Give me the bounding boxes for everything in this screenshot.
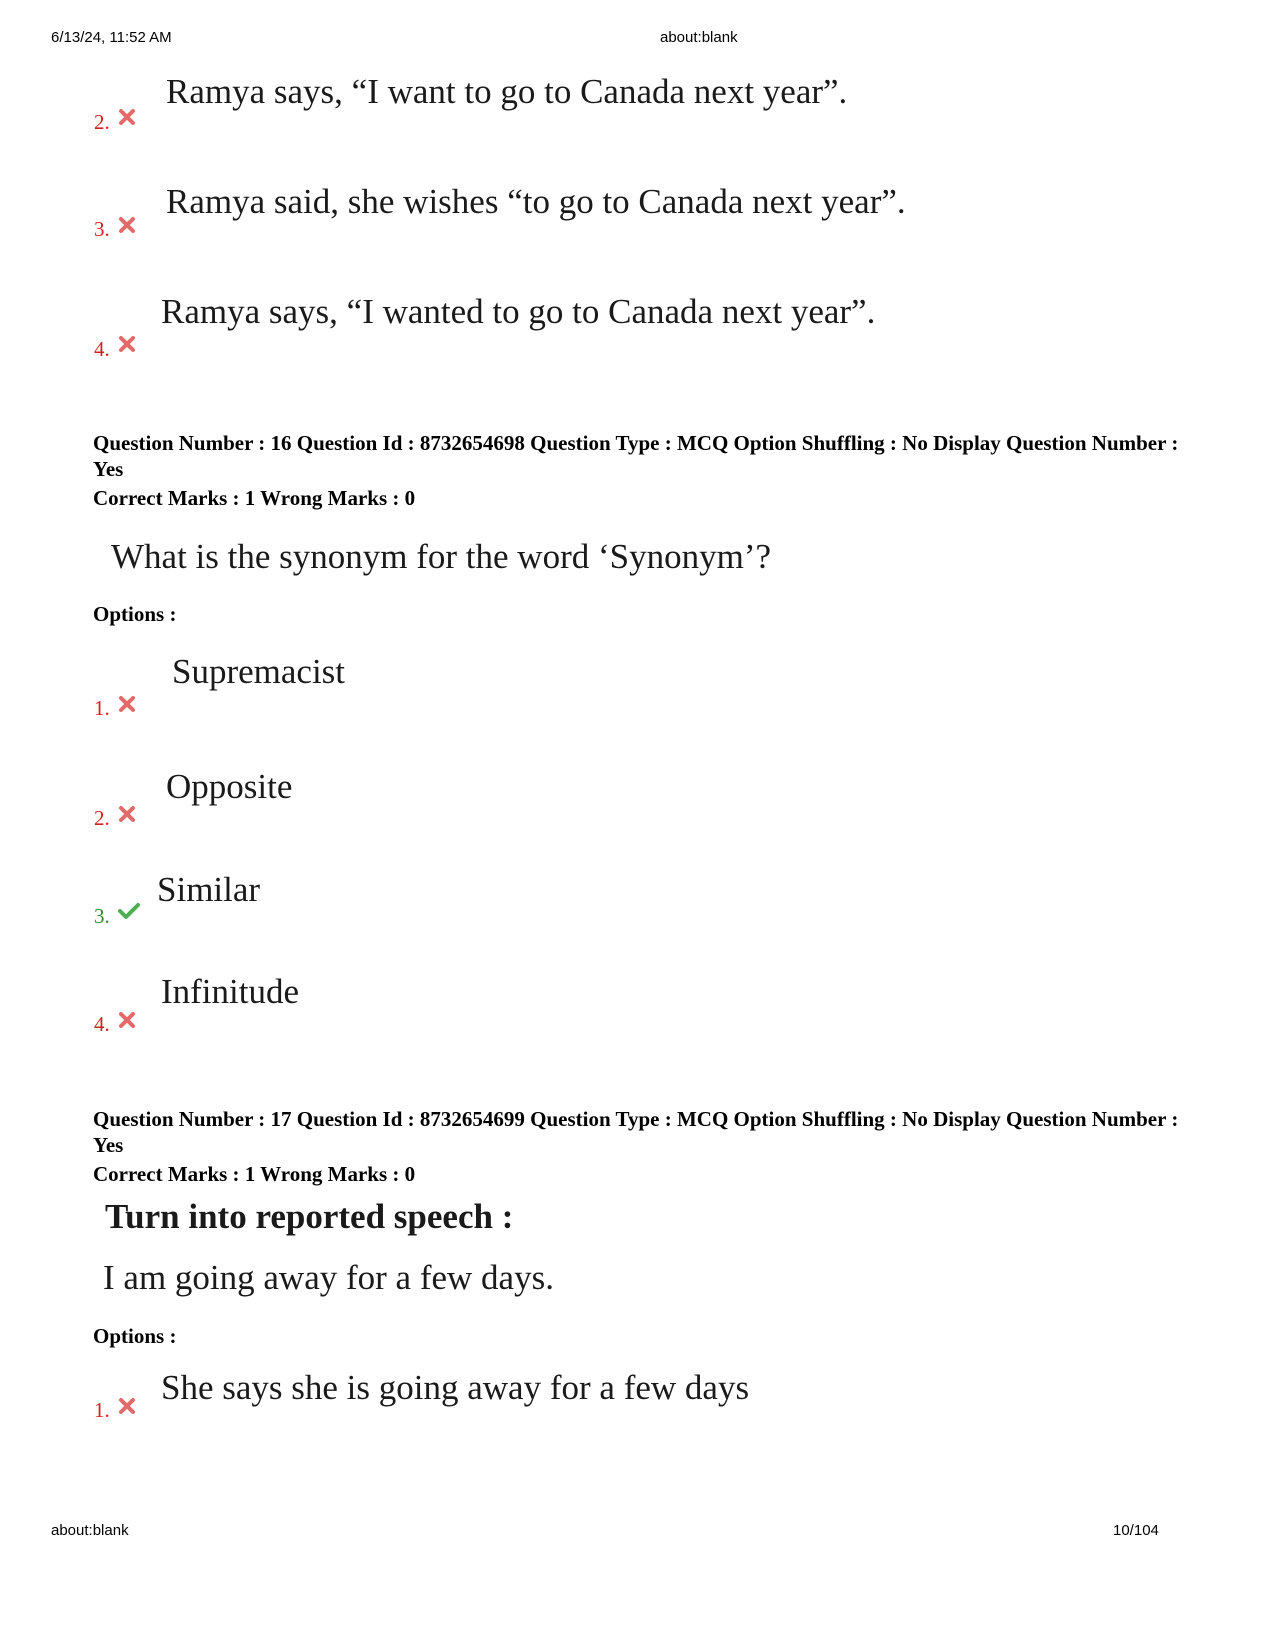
option-text: Ramya says, “I want to go to Canada next year”. [166,72,848,111]
q16-option-1 [0,650,1275,730]
q17-option-1 [0,1366,1275,1446]
wrong-cross-icon [118,108,136,126]
q17-question-text: I am going away for a few days. [103,1258,554,1297]
option-text: Infinitude [161,972,300,1011]
option-number: 1. [94,696,110,720]
print-footer-page-number: 10/104 [1113,1522,1159,1539]
q16-question-text: What is the synonym for the word ‘Synonym’? [111,537,772,576]
print-header-datetime: 6/13/24, 11:52 AM [51,29,172,46]
print-header-url: about:blank [660,29,738,46]
correct-check-icon [118,902,140,920]
print-footer-url: about:blank [51,1522,129,1539]
option-number: 2. [94,110,110,134]
wrong-cross-icon [118,1011,136,1029]
option-number: 3. [94,217,110,241]
option-text: Supremacist [172,652,346,691]
q17-options-label: Options : [93,1324,177,1348]
option-number: 3. [94,904,110,928]
option-number: 2. [94,806,110,830]
option-text: She says she is going away for a few days [161,1368,750,1407]
option-text: Ramya said, she wishes “to go to Canada next year”. [166,182,906,221]
option-number: 4. [94,1012,110,1036]
prev-option-3 [0,180,1275,260]
option-number: 4. [94,337,110,361]
q16-meta: Question Number : 16 Question Id : 8732654698 Question Type : MCQ Option Shuffling : No Display Question Number : Yes [93,431,1179,481]
option-text: Similar [157,870,261,909]
q17-question-heading: Turn into reported speech : [105,1197,514,1236]
q16-marks: Correct Marks : 1 Wrong Marks : 0 [93,486,416,510]
q16-options-label: Options : [93,602,177,626]
q17-marks: Correct Marks : 1 Wrong Marks : 0 [93,1162,416,1186]
prev-option-4 [0,290,1275,370]
option-text: Opposite [166,767,293,806]
wrong-cross-icon [118,805,136,823]
wrong-cross-icon [118,695,136,713]
q17-meta: Question Number : 17 Question Id : 8732654699 Question Type : MCQ Option Shuffling : No Display Question Number : Yes [93,1107,1179,1157]
wrong-cross-icon [118,335,136,353]
q16-option-4 [0,970,1275,1050]
wrong-cross-icon [118,216,136,234]
option-text: Ramya says, “I wanted to go to Canada next year”. [161,292,876,331]
q16-option-2 [0,765,1275,845]
wrong-cross-icon [118,1397,136,1415]
prev-option-2 [0,70,1275,150]
q16-option-3 [0,868,1275,948]
option-number: 1. [94,1398,110,1422]
